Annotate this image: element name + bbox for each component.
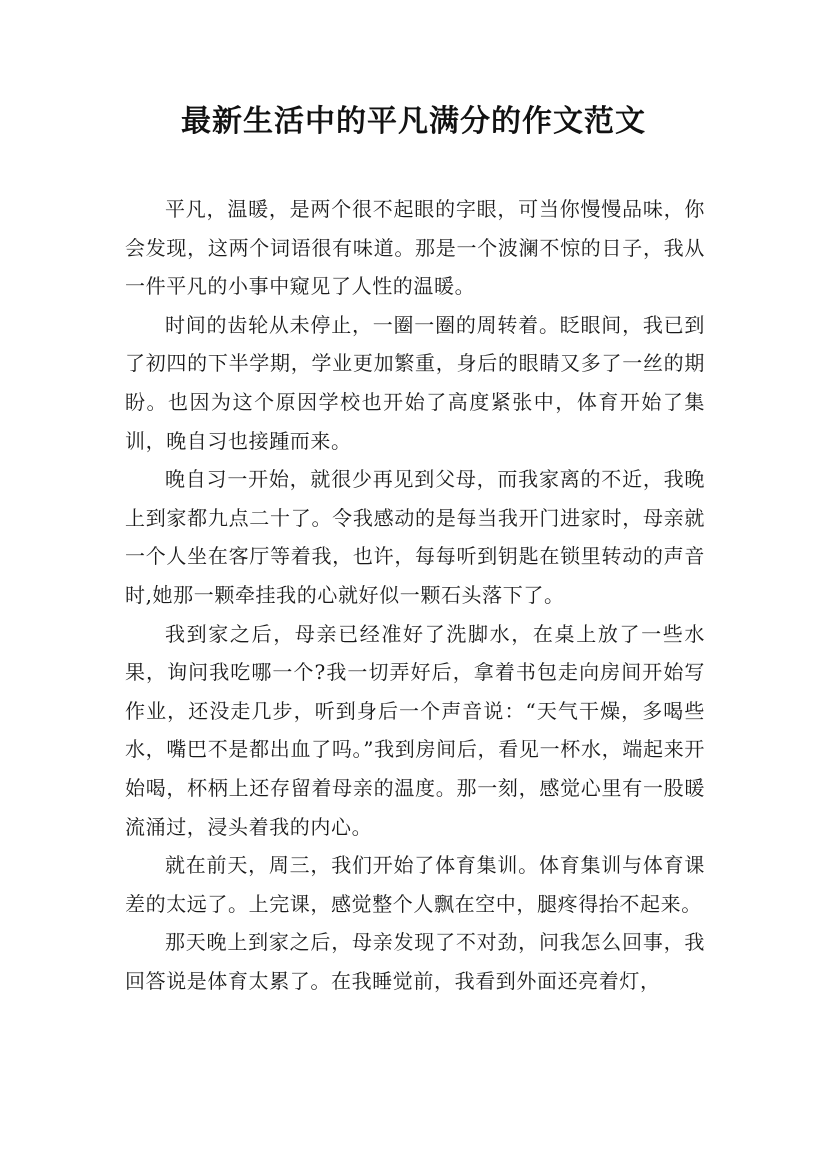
paragraph-5: 就在前天，周三，我们开始了体育集训。体育集训与体育课差的太远了。上完课，感觉整个人飘在空中，腿疼得抬不起来。 [125,853,705,916]
paragraph-3: 晚自习一开始，就很少再见到父母，而我家离的不近，我晚上到家都九点二十了。令我感动的是每当我开门进家时，母亲就一个人坐在客厅等着我，也许，每每听到钥匙在锁里转动的声音时,她那一颗牵挂我的心就好似一颗石头落下了。 [125,467,705,607]
paragraph-6: 那天晚上到家之后，母亲发现了不对劲，问我怎么回事，我回答说是体育太累了。在我睡觉前，我看到外面还亮着灯， [125,930,705,993]
paragraph-2: 时间的齿轮从未停止，一圈一圈的周转着。眨眼间，我已到了初四的下半学期，学业更加繁重，身后的眼睛又多了一丝的期盼。也因为这个原因学校也开始了高度紧张中，体育开始了集训，晚自习也接踵而来。 [125,312,705,453]
paragraph-1: 平凡，温暖，是两个很不起眼的字眼，可当你慢慢品味，你会发现，这两个词语很有味道。那是一个波澜不惊的日子，我从一件平凡的小事中窥见了人性的温暖。 [125,197,705,299]
paragraph-4: 我到家之后，母亲已经准好了洗脚水，在桌上放了一些水果，询问我吃哪一个?我一切弄好后，拿着书包走向房间开始写作业，还没走几步，听到身后一个声音说：“天气干燥，多喝些水，嘴巴不是都出血了吗。”我到房间后，看见一杯水，端起来开始喝，杯柄上还存留着母亲的温度。那一刻，感觉心里有一股暖流涌过，浸头着我的内心。 [125,621,705,839]
document-body [125,190,705,1000]
document-title: 最新生活中的平凡满分的作文范文 [181,104,646,139]
